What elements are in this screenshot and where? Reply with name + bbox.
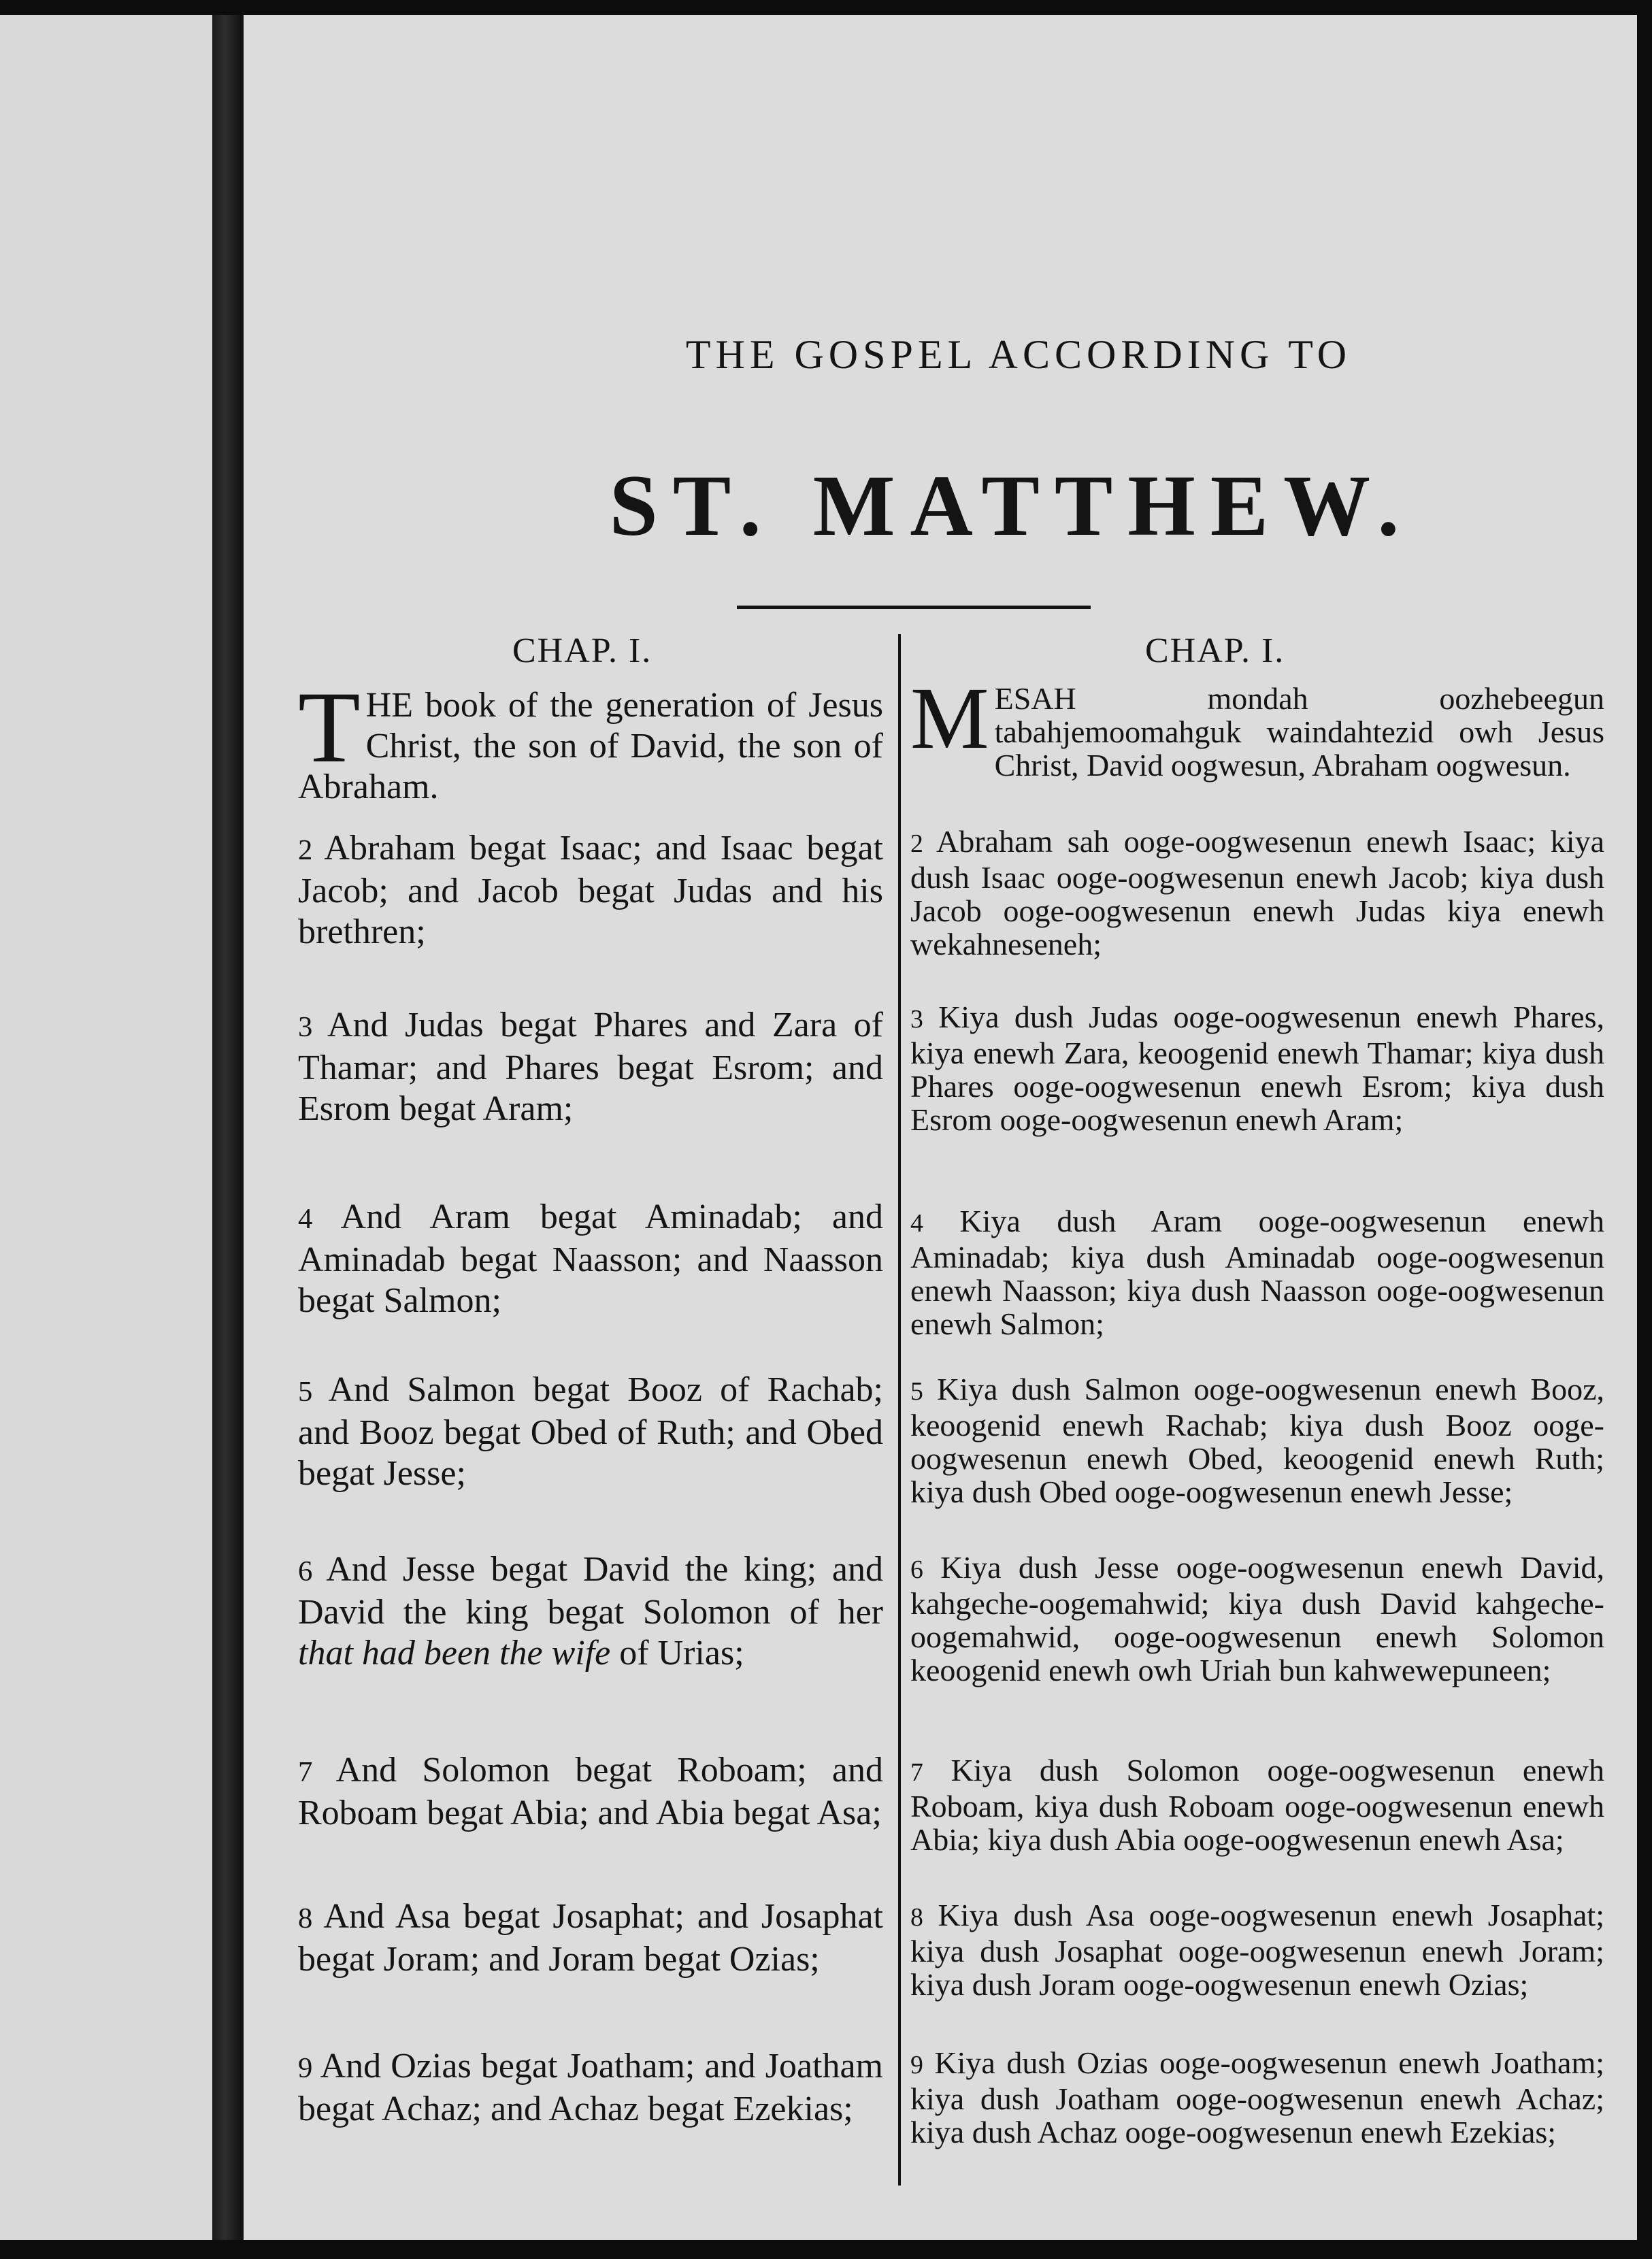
ojibwe-verse-5 xyxy=(910,1372,1604,1508)
verse-text: And Solomon begat Roboam; and Roboam begat Abia; and Abia begat Asa; xyxy=(298,1751,883,1832)
facing-page-edge xyxy=(0,15,212,2240)
verse-number: 6 xyxy=(910,1555,923,1584)
verse-text: Abraham begat Isaac; and Isaac begat Jacob; and Jacob begat Judas and his brethren; xyxy=(298,829,883,951)
verse-text: Kiya dush Solomon ooge-oogwesenun enewh Roboam, kiya dush Roboam ooge-oogwesenun enewh Abia; kiya dush Abia ooge-oogwesenun enewh Asa; xyxy=(910,1753,1604,1857)
dropcap-letter: M xyxy=(910,670,989,768)
ojibwe-verse-1 xyxy=(910,670,1604,782)
verse-number: 2 xyxy=(298,834,313,866)
first-word: HE xyxy=(365,686,413,725)
verse-text: And Salmon begat Booz of Rachab; and Booz begat Obed of Ruth; and Obed begat Jesse; xyxy=(298,1370,883,1493)
chapter-heading-ojibwe: CHAP. I. xyxy=(1145,631,1285,670)
verse-number: 4 xyxy=(298,1203,313,1235)
column-divider xyxy=(898,634,901,2186)
verse-number: 8 xyxy=(298,1902,313,1934)
verse-text: And Jesse begat David the king; and David the king begat Solomon of her xyxy=(298,1550,883,1632)
book-gutter xyxy=(212,15,244,2240)
english-verse-5 xyxy=(298,1370,883,1494)
verse-text: And Ozias begat Joatham; and Joatham begat Achaz; and Achaz begat Ezekias; xyxy=(298,2047,883,2128)
english-column xyxy=(244,15,883,2240)
verse-text: Kiya dush Asa ooge-oogwesenun enewh Josaphat; kiya dush Josaphat ooge-oogwesenun enewh Joram; kiya dush Joram ooge-oogwesenun enewh Ozias; xyxy=(910,1898,1604,2002)
verse-text: of Urias; xyxy=(610,1634,744,1672)
ojibwe-column xyxy=(910,15,1618,2240)
verse-number: 3 xyxy=(298,1011,313,1043)
verse-text: Kiya dush Ozias ooge-oogwesenun enewh Joatham; kiya dush Joatham ooge-oogwesenun enewh Achaz; kiya dush Achaz ooge-oogwesenun enewh Ezekias; xyxy=(910,2045,1604,2149)
italic-supplied-words: that had been the wife xyxy=(298,1634,611,1672)
verse-text: book of the generation of Jesus Christ, the son of David, the son of Abraham. xyxy=(298,686,883,806)
english-verse-9 xyxy=(298,2046,883,2130)
ojibwe-verse-9 xyxy=(910,2046,1604,2149)
gospel-subtitle: THE GOSPEL ACCORDING TO xyxy=(685,332,1352,377)
verse-number: 6 xyxy=(298,1555,313,1587)
english-verse-4 xyxy=(298,1197,883,1321)
verse-number: 9 xyxy=(298,2052,313,2084)
verse-number: 3 xyxy=(910,1005,923,1034)
verse-number: 2 xyxy=(910,829,923,858)
verse-number: 9 xyxy=(910,2051,923,2079)
verse-text: And Asa begat Josaphat; and Josaphat begat Joram; and Joram begat Ozias; xyxy=(298,1897,883,1979)
ojibwe-verse-6 xyxy=(910,1551,1604,1687)
dropcap-letter: T xyxy=(298,671,361,784)
english-verse-8 xyxy=(298,1896,883,1980)
first-word: ESAH xyxy=(994,681,1076,716)
english-verse-6 xyxy=(298,1549,883,1674)
verse-number: 5 xyxy=(298,1376,313,1408)
ojibwe-verse-4 xyxy=(910,1204,1604,1340)
verse-text: And Judas begat Phares and Zara of Thamar; and Phares begat Esrom; and Esrom begat Aram; xyxy=(298,1006,883,1128)
verse-number: 7 xyxy=(298,1756,313,1788)
english-verse-3 xyxy=(298,1005,883,1130)
verse-text: Kiya dush Judas ooge-oogwesenun enewh Phares, kiya enewh Zara, keoogenid enewh Thamar; kiya dush Phares ooge-oogwesenun enewh Esrom; kiya dush Esrom ooge-oogwesenun enewh Aram; xyxy=(910,1000,1604,1137)
verse-text: Kiya dush Salmon ooge-oogwesenun enewh Booz, keoogenid enewh Rachab; kiya dush Booz ooge-oogwesenun enewh Obed, keoogenid enewh Ruth; kiya dush Obed ooge-oogwesenun enewh Jesse; xyxy=(910,1372,1604,1509)
verse-text: Kiya dush Jesse ooge-oogwesenun enewh David, kahgeche-oogemahwid; kiya dush David kahgeche-oogemahwid, ooge-oogwesenun enewh Solomon keoogenid enewh owh Uriah bun kahwewepuneen; xyxy=(910,1550,1604,1687)
verse-number: 5 xyxy=(910,1377,923,1406)
english-verse-7 xyxy=(298,1750,883,1834)
verse-number: 8 xyxy=(910,1903,923,1932)
ojibwe-verse-2 xyxy=(910,825,1604,961)
verse-number: 4 xyxy=(910,1209,923,1238)
ojibwe-verse-3 xyxy=(910,1000,1604,1136)
verse-text: And Aram begat Aminadab; and Aminadab begat Naasson; and Naasson begat Salmon; xyxy=(298,1198,883,1320)
verse-text: Abraham sah ooge-oogwesenun enewh Isaac; kiya dush Isaac ooge-oogwesenun enewh Jacob; kiya dush Jacob ooge-oogwesenun enewh Judas kiya enewh wekahneseneh; xyxy=(910,824,1604,961)
ojibwe-verse-8 xyxy=(910,1898,1604,2001)
english-verse-2 xyxy=(298,828,883,953)
english-verse-1 xyxy=(298,671,883,808)
verse-number: 7 xyxy=(910,1758,923,1787)
page xyxy=(244,15,1637,2240)
verse-text: Kiya dush Aram ooge-oogwesenun enewh Aminadab; kiya dush Aminadab ooge-oogwesenun enewh Naasson; kiya dush Naasson ooge-oogwesenun enewh Salmon; xyxy=(910,1204,1604,1341)
ojibwe-verse-7 xyxy=(910,1753,1604,1856)
gospel-title: ST. MATTHEW. xyxy=(609,457,1415,554)
verse-text: mondah oozhebeegun tabahjemoomahguk waindahtezid owh Jesus Christ, David oogwesun, Abraham oogwesun. xyxy=(994,681,1604,782)
chapter-heading-english: CHAP. I. xyxy=(512,631,652,670)
